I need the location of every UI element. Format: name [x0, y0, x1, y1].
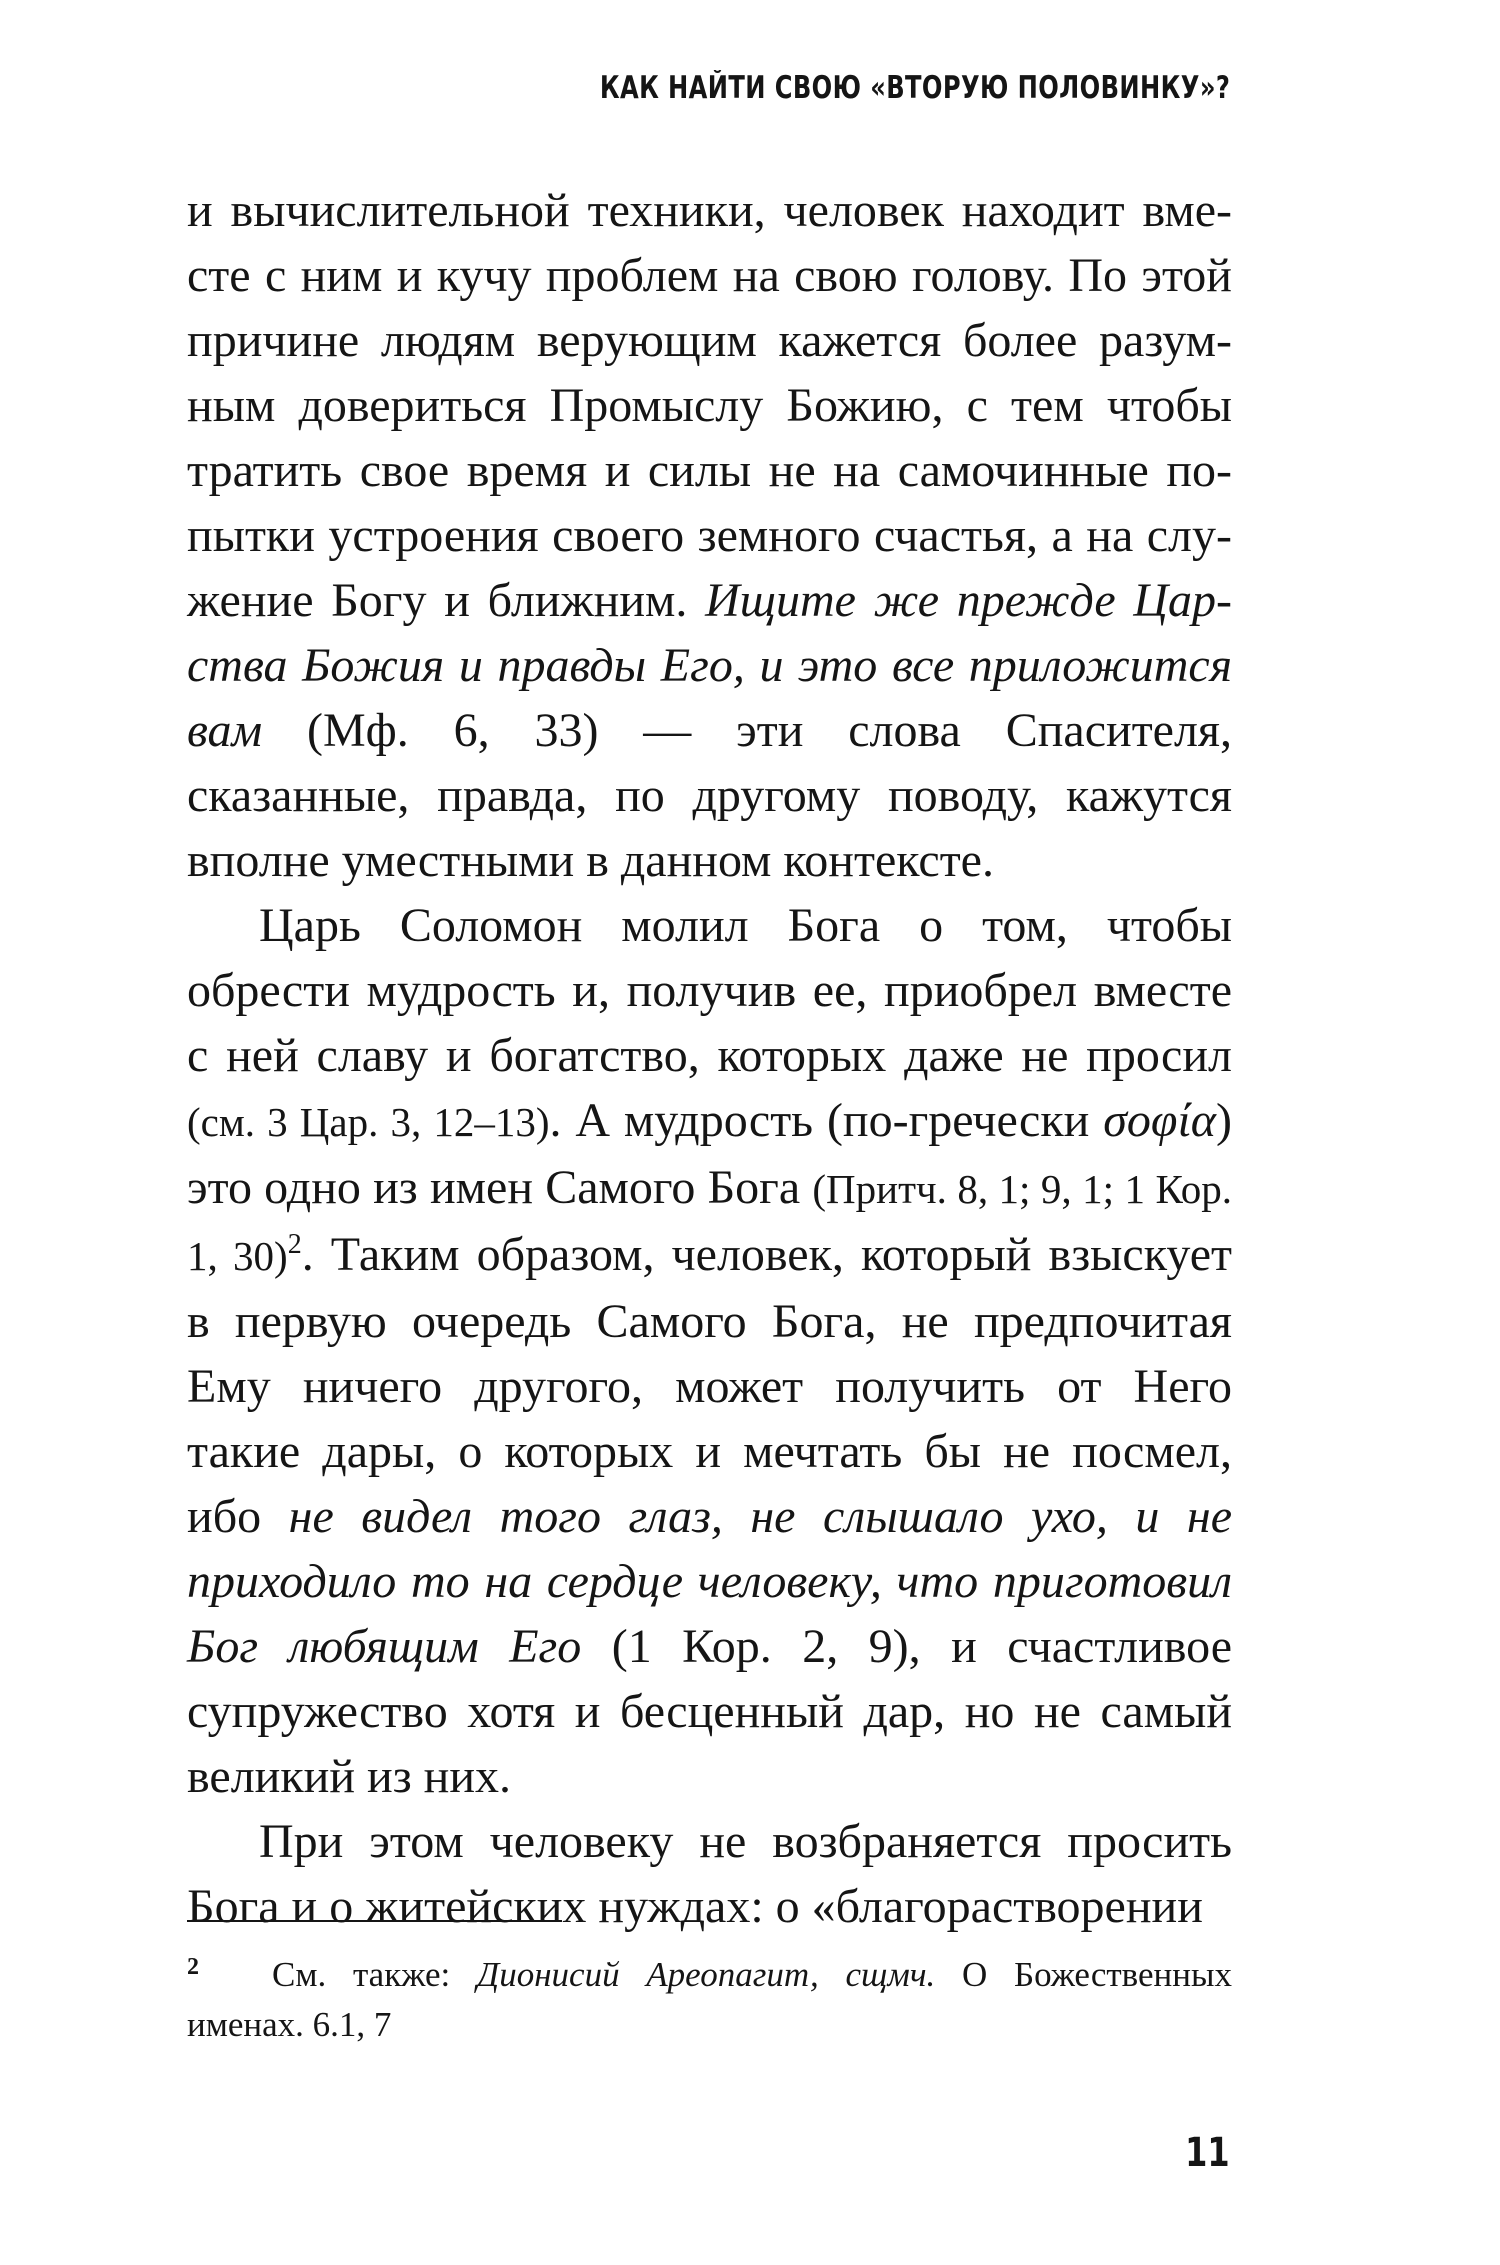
footnote-number: 2 [187, 1954, 199, 1980]
running-title: КАК НАЙТИ СВОЮ «ВТОРУЮ ПОЛОВИНКУ»? [599, 70, 1230, 106]
paragraph-2: Царь Соломон молил Бога о том, чтобы обрести мудрость и, получив ее, приобрел вместе с ней славу и богатство, которых даже не просил (см. 3 Цар. 3, 12–13). А мудрость (по-гречески σοφία) это одно из имен Самого Бога (Притч. 8, 1; 9, 1; 1 Кор. 1, 30)$^2$. Таким образом, человек, который взыскует в первую очередь Самого Бога, не предпочитая Ему ничего другого, может получить от Него такие дары, о которых и мечтать бы не посмел, ибо не видел того глаз, не слышало ухо, и не приходило то на сердце человеку, что приготовил Бог любящим Его (1 Кор. 2, 9), и счастливое супружество хотя и бесценный дар, но не самый великий из них. [187, 899, 1233, 1803]
page-number: 11 [1185, 2130, 1230, 2176]
main-text [187, 178, 1232, 1939]
scripture-reference: (Притч. 8, 1; 9, 1; 1 Кор. 1, 30) [187, 1166, 1232, 1279]
footnote-marker[interactable]: 2 [287, 1229, 302, 1260]
greek-word: σοφία [1103, 1094, 1216, 1147]
scripture-quote: Ищите же прежде Царства Божия и правды Его, и это все приложится вам [187, 574, 1233, 757]
paragraph-1: и вычислительной техники, человек находит вместе с ним и кучу проблем на свою голову. По этой причине людям верующим кажется более разумным довериться Промыслу Божию, с тем чтобы тратить свое время и силы не на самочинные попытки устроения своего земного счастья, а на служение Богу и ближним. Ищите же прежде Царства Божия и правды Его, и это все приложится вам (Мф. 6, 33) — эти слова Спасителя, сказанные, правда, по другому поводу, кажутся вполне уместными в данном контексте. [187, 184, 1233, 887]
footnote: 2 См. также: Дионисий Ареопагит, сщмч. О Божественных именах. 6.1, 7 [187, 1942, 1232, 2050]
paragraph-3: При этом человеку не возбраняется просить Бога и о житейских нуждах: о «благорастворении [187, 1815, 1232, 1933]
scripture-quote: не видел того глаз, не слышало ухо, и не приходило то на сердце человеку, что приготовил Бог любящим Его [187, 1490, 1233, 1673]
footnote-divider [187, 1920, 562, 1922]
scripture-reference: (см. 3 Цар. 3, 12–13) [187, 1099, 550, 1145]
footnote-author: Дионисий Ареопагит, сщмч. [476, 1955, 936, 1994]
